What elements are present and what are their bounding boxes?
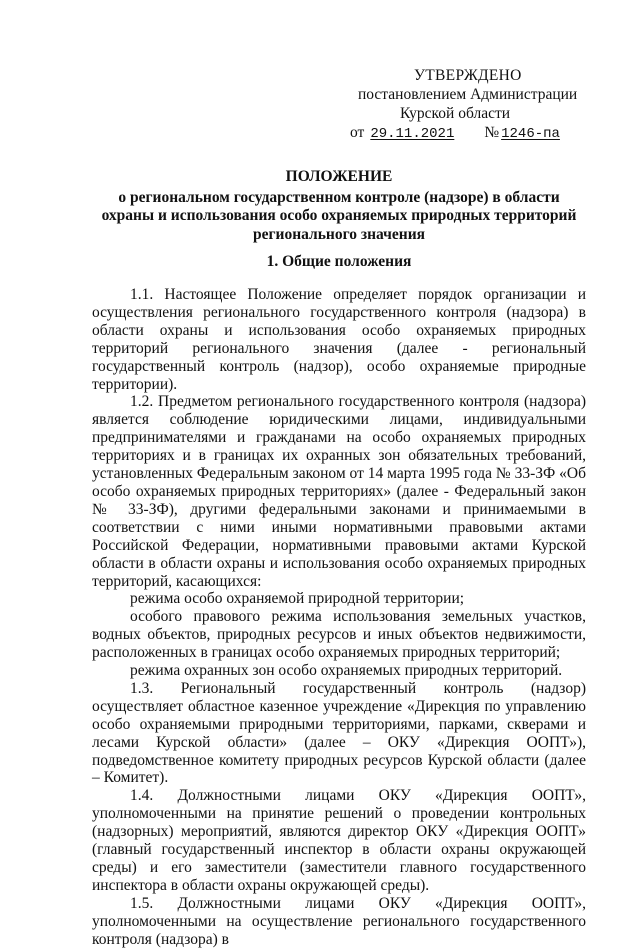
- approval-date: 29.11.2021: [370, 126, 455, 142]
- section-heading: 1. Общие положения: [266, 253, 412, 270]
- paragraph-item-regime: режима особо охраняемой природной территории;: [130, 590, 465, 608]
- paragraph-1-2: 1.2. Предметом регионального государственного контроля (надзора) является соблюдение юридическими лицами, индивидуальными предпринимателями и гражданами на особо охраняемых природных территориях и в границах их охранных зон обязательных требований, установленных Федеральным законом от 14 марта 1995 года № 33-ЗФ «Об особо охраняемых природных территориях» (далее - Федеральный закон № 33-ЗФ), другими федеральными законами и принимаемыми в соответствии с ними иными нормативными правовыми актами Российской Федерации, нормативными правовыми актами Курской области в области охраны и использования особо охраняемых природных территорий, касающихся:: [92, 393, 586, 590]
- title-main: ПОЛОЖЕНИЕ: [285, 168, 393, 185]
- approved-label: УТВЕРЖДЕНО: [414, 67, 522, 84]
- approval-region: Курской области: [400, 105, 511, 122]
- paragraph-1-4: 1.4. Должностными лицами ОКУ «Дирекция ООПТ», уполномоченными на принятие решений о проведении контрольных (надзорных) мероприятий, являются директор ОКУ «Дирекция ООПТ» (главный государственный инспектор в области охраны окружающей среды) и его заместители (заместители главного государственного инспектора в области охраны окружающей среды).: [92, 787, 586, 894]
- approval-date-number: [350, 123, 590, 144]
- paragraph-1-3: 1.3. Региональный государственный контроль (надзор) осуществляет областное казенное учреждение «Дирекция по управлению особо охраняемыми природными территориями, парками, скверами и лесами Курской области» (далее – ОКУ «Дирекция ООПТ»), подведомственное комитету природных ресурсов Курской области (далее – Комитет).: [92, 679, 586, 787]
- paragraph-item-protection-zones: режима охранных зон особо охраняемых природных территорий.: [130, 662, 563, 680]
- paragraph-item-legal-regime: особого правового режима использования земельных участков, водных объектов, природных ресурсов и иных объектов недвижимости, расположенных в границах особо охраняемых природных территорий;: [92, 608, 586, 662]
- date-prefix: от: [350, 124, 365, 141]
- title-subtitle: о региональном государственном контроле (надзоре) в области охраны и использования особо охраняемых природных территорий регионального значения: [101, 188, 577, 243]
- approval-stamp: [350, 66, 590, 144]
- paragraph-1-5: 1.5. Должностными лицами ОКУ «Дирекция ООПТ», уполномоченными на осуществление регионального государственного контроля (надзора) в: [92, 894, 586, 948]
- document-body: [92, 286, 586, 949]
- approval-authority: постановлением Администрации: [358, 86, 578, 103]
- approval-number: 1246-па: [501, 126, 560, 142]
- number-prefix: №: [484, 124, 500, 141]
- paragraph-1-1: 1.1. Настоящее Положение определяет порядок организации и осуществления регионального государственного контроля (надзора) в области охраны и использования особо охраняемых природных территорий регионального значения (далее - региональный государственный контроль (надзор), особо охраняемые природные территории).: [92, 286, 586, 393]
- document-title: [92, 168, 586, 244]
